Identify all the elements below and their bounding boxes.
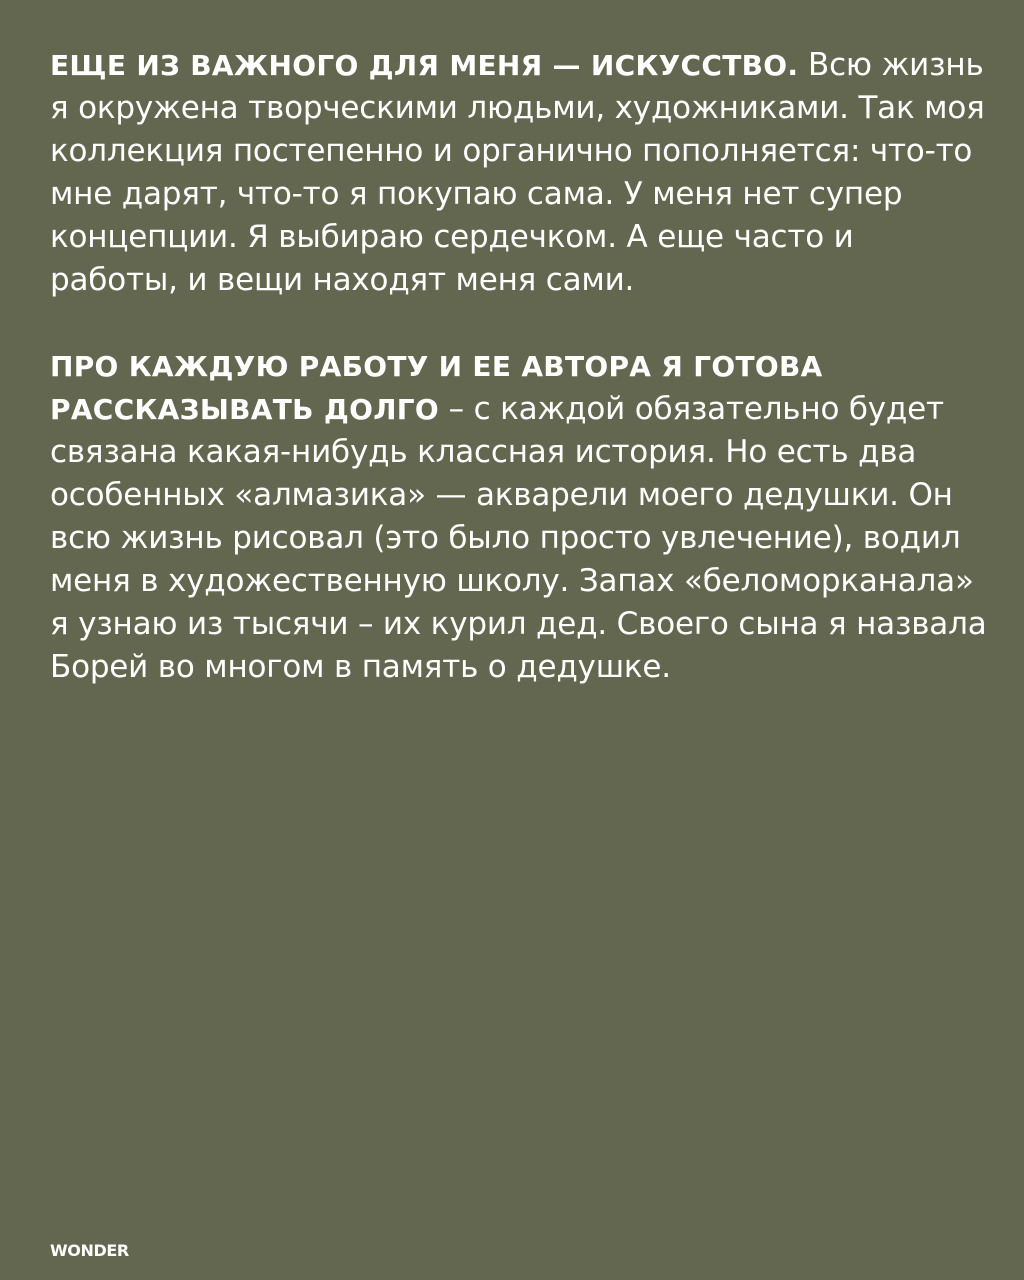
article-paragraph-grandfather xyxy=(50,345,990,689)
paragraph-body-text: Всю жизнь я окружена творческими людьми, художниками. Так моя коллекция постепенно и органично пополняется: что-то мне дарят, что-то я покупаю сама. У меня нет супер концепции. Я выбираю сердечком. А еще часто и работы, и вещи находят меня сами. xyxy=(50,47,985,298)
paragraph-lead-heading: ПРО КАЖДУЮ РАБОТУ И ЕЕ АВТОРА Я ГОТОВА РАССКАЗЫВАТЬ ДОЛГО xyxy=(50,350,823,426)
article-paragraph-art xyxy=(50,44,990,302)
paragraph-lead-heading: ЕЩЕ ИЗ ВАЖНОГО ДЛЯ МЕНЯ — ИСКУССТВО. xyxy=(50,49,799,82)
wonder-logo: WONDER xyxy=(50,1241,129,1260)
article-body xyxy=(50,44,990,689)
paragraph-body-text: – с каждой обязательно будет связана какая-нибудь классная история. Но есть два особенных «алмазика» — акварели моего дедушки. Он всю жизнь рисовал (это было просто увлечение), водил меня в художественную школу. Запах «беломорканала» я узнаю из тысячи – их курил дед. Своего сына я назвала Борей во многом в память о дедушке. xyxy=(50,391,987,685)
